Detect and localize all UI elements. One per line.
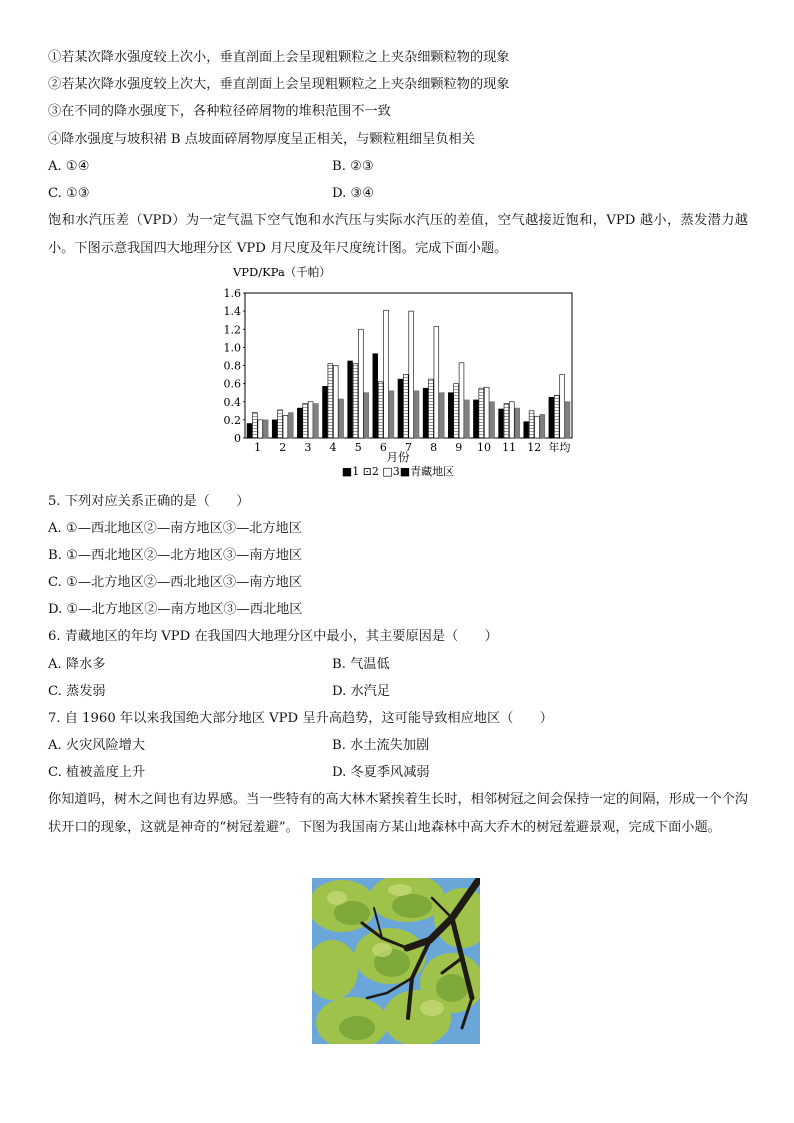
q7-option-c[interactable]: C. 植被盖度上升 <box>48 765 146 780</box>
x-tick-label: 10 <box>476 441 491 454</box>
y-tick-label: 1.4 <box>223 305 241 319</box>
bar-series-3-2 <box>283 415 288 438</box>
bar-series-1-年均 <box>549 397 554 438</box>
bar-series-3-10 <box>484 387 489 438</box>
q4-option-d[interactable]: D. ③④ <box>332 186 375 201</box>
bar-series-2-9 <box>454 384 459 438</box>
bar-series-3-8 <box>434 327 439 438</box>
bar-series-2-年均 <box>554 395 559 438</box>
bar-series-青藏地区-3 <box>314 404 319 438</box>
bar-series-2-11 <box>504 404 509 438</box>
statement-3: ③在不同的降水强度下，各种粒径碎屑物的堆积范围不一致 <box>48 104 391 119</box>
bar-series-3-年均 <box>560 375 565 438</box>
x-tick-label: 11 <box>502 441 517 454</box>
bar-series-青藏地区-4 <box>339 399 344 438</box>
x-tick-label: 年均 <box>548 441 571 454</box>
q4-option-b[interactable]: B. ②③ <box>332 159 374 174</box>
bar-series-3-3 <box>308 402 313 438</box>
q5-stem: 5. 下列对应关系正确的是（ ） <box>48 494 250 509</box>
bar-series-2-8 <box>429 379 434 438</box>
tree-intro-paragraph: 你知道吗，树木之间也有边界感。当一些特有的高大林木紧挨着生长时，相邻树冠之间会保持一定的间隔，形成一个个沟状开口的现象，这就是神奇的“树冠羞避”。下图为我国南方某山地森林中高大乔木的树冠羞避景观，完成下面小题。 <box>48 792 748 835</box>
bar-series-青藏地区-11 <box>515 408 520 438</box>
bar-series-青藏地区-12 <box>540 414 545 438</box>
bar-series-2-2 <box>278 410 283 438</box>
q6-stem: 6. 青藏地区的年均 VPD 在我国四大地理分区中最小，其主要原因是（ ） <box>48 629 498 644</box>
q7-stem: 7. 自 1960 年以来我国绝大部分地区 VPD 呈升高趋势，这可能导致相应地区（ ） <box>48 711 553 726</box>
statement-1: ①若某次降水强度较上次小，垂直剖面上会呈现粗颗粒之上夹杂细颗粒物的现象 <box>48 50 510 65</box>
bar-series-1-7 <box>398 379 403 438</box>
q7-option-a[interactable]: A. 火灾风险增大 <box>48 738 146 753</box>
x-tick-label: 8 <box>430 441 438 454</box>
bar-series-青藏地区-9 <box>465 400 470 438</box>
statement-2: ②若某次降水强度较上次大，垂直剖面上会呈现粗颗粒之上夹杂细颗粒物的现象 <box>48 77 510 92</box>
x-tick-label: 2 <box>279 441 287 454</box>
bar-series-2-1 <box>252 413 257 438</box>
y-tick-label: 0.6 <box>223 377 241 391</box>
bar-series-1-4 <box>323 386 328 438</box>
bar-series-青藏地区-2 <box>288 413 293 438</box>
bar-series-2-3 <box>303 404 308 438</box>
bar-series-2-4 <box>328 364 333 438</box>
bar-series-3-1 <box>258 420 263 438</box>
bar-series-3-9 <box>459 363 464 438</box>
bar-series-2-7 <box>403 375 408 438</box>
vpd-intro-paragraph: 饱和水汽压差（VPD）为一定气温下空气饱和水汽压与实际水汽压的差值，空气越接近饱和，VPD 越小，蒸发潜力越小。下图示意我国四大地理分区 VPD 月尺度及年尺度统计图。完成下面小题。 <box>48 213 748 256</box>
q4-option-a[interactable]: A. ①④ <box>48 159 90 174</box>
bar-series-3-5 <box>358 329 363 438</box>
bar-series-2-12 <box>529 411 534 438</box>
y-tick-label: 0 <box>234 432 241 445</box>
chart-legend: ■1 ⊡2 □3■青藏地区 <box>341 465 455 478</box>
bar-series-1-8 <box>423 388 428 438</box>
chart-xlabel: 月份 <box>386 450 410 464</box>
x-tick-label: 6 <box>379 441 387 454</box>
q7-option-b[interactable]: B. 水土流失加剧 <box>332 738 430 753</box>
q5-option-c[interactable]: C. ①—北方地区②—西北地区③—南方地区 <box>48 575 303 590</box>
bar-series-3-12 <box>535 416 540 438</box>
bar-series-1-1 <box>247 424 252 439</box>
bar-series-青藏地区-5 <box>364 393 369 438</box>
q6-option-a[interactable]: A. 降水多 <box>48 657 106 672</box>
y-tick-label: 1.6 <box>223 287 241 300</box>
y-tick-label: 1.0 <box>223 341 241 355</box>
x-tick-label: 3 <box>304 441 312 454</box>
bar-series-2-6 <box>378 382 383 438</box>
q5-option-b[interactable]: B. ①—西北地区②—北方地区③—南方地区 <box>48 548 303 563</box>
bar-series-1-9 <box>448 393 453 438</box>
statement-4: ④降水强度与坡积裙 B 点坡面碎屑物厚度呈正相关，与颗粒粗细呈负相关 <box>48 132 475 147</box>
bar-series-青藏地区-8 <box>439 393 444 438</box>
x-tick-label: 12 <box>527 441 542 454</box>
bar-series-3-7 <box>409 311 414 438</box>
bar-series-1-2 <box>272 420 277 438</box>
q6-option-b[interactable]: B. 气温低 <box>332 657 390 672</box>
crown-shyness-photo <box>312 878 480 1044</box>
q5-option-a[interactable]: A. ①—西北地区②—南方地区③—北方地区 <box>48 521 302 536</box>
bar-series-3-6 <box>384 310 389 438</box>
x-tick-label: 9 <box>455 441 463 454</box>
bar-series-青藏地区-1 <box>263 420 268 438</box>
y-tick-label: 0.8 <box>223 359 241 373</box>
x-tick-label: 7 <box>405 441 412 454</box>
bar-series-2-5 <box>353 364 358 438</box>
x-tick-label: 5 <box>354 441 362 454</box>
bar-series-1-3 <box>297 408 302 438</box>
y-tick-label: 0.2 <box>223 413 241 427</box>
bar-series-青藏地区-10 <box>490 402 495 438</box>
bar-series-2-10 <box>479 388 484 438</box>
q6-option-d[interactable]: D. 水汽足 <box>332 684 391 699</box>
bar-series-青藏地区-6 <box>389 391 394 438</box>
bar-series-1-12 <box>524 422 529 438</box>
vpd-bar-chart <box>205 262 585 484</box>
bar-series-3-4 <box>333 366 338 439</box>
x-tick-label: 1 <box>254 441 262 454</box>
bar-series-1-6 <box>373 354 378 438</box>
q4-option-c[interactable]: C. ①③ <box>48 186 90 201</box>
x-tick-label: 4 <box>329 441 337 454</box>
chart-ylabel: VPD/KPa（千帕） <box>233 265 331 279</box>
q5-option-d[interactable]: D. ①—北方地区②—南方地区③—西北地区 <box>48 602 303 617</box>
bar-series-1-5 <box>348 361 353 438</box>
q7-option-d[interactable]: D. 冬夏季风减弱 <box>332 765 430 780</box>
bar-series-青藏地区-7 <box>414 391 419 438</box>
bar-series-1-11 <box>499 409 504 438</box>
y-tick-label: 1.2 <box>223 323 241 337</box>
bar-series-3-11 <box>509 402 514 438</box>
y-tick-label: 0.4 <box>223 395 241 409</box>
q6-option-c[interactable]: C. 蒸发弱 <box>48 684 106 699</box>
bar-series-青藏地区-年均 <box>565 402 570 438</box>
bar-series-1-10 <box>473 400 478 438</box>
